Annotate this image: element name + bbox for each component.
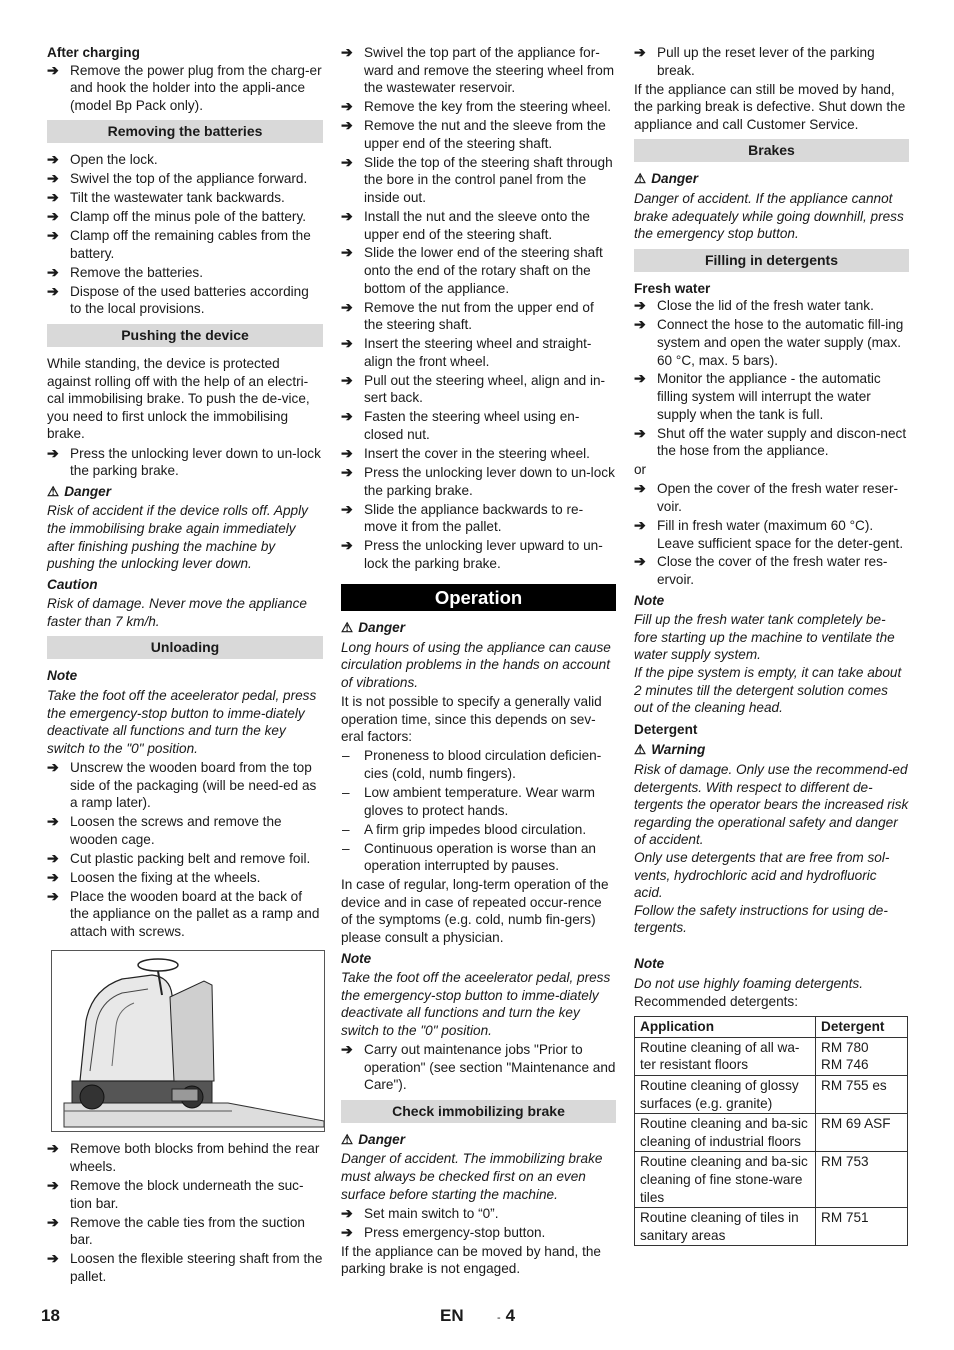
list-item: ➔ Open the lock. — [47, 151, 158, 168]
language-code: EN — [440, 1306, 464, 1325]
warning-heading: ⚠ Warning — [634, 742, 706, 758]
arrow-right-icon: ➔ — [341, 537, 353, 554]
pushing-steps — [47, 445, 323, 480]
operation-intro: It is not possible to specify a generally valid operation time, since this depends on sev-eral factors: — [341, 694, 602, 745]
arrow-right-icon: ➔ — [341, 1223, 353, 1240]
arrow-right-icon: ➔ — [47, 758, 59, 775]
arrow-right-icon: ➔ — [47, 1140, 59, 1157]
warning-triangle-icon: ⚠ — [634, 171, 647, 187]
table-row — [635, 1152, 908, 1208]
table-header-detergent: Detergent — [816, 1017, 908, 1038]
table-row — [635, 1037, 908, 1075]
list-item: ➔ Fill in fresh water (maximum 60 °C). Leave sufficient space for the deter-gent. — [634, 516, 904, 551]
arrow-right-icon: ➔ — [47, 282, 59, 299]
column-1 — [47, 44, 323, 1287]
list-item: ➔ Slide the lower end of the steering shaft onto the end of the rotary shaft on the bottom of the appliance. — [341, 244, 603, 296]
list-item: ➔ Slide the top of the steering shaft through the bore in the control panel from the inside out. — [341, 153, 613, 205]
operation-note-text: Take the foot off the aceelerator pedal, press the emergency-stop button to imme-diately deactivate all functions and turn the key switch to the "0" position. — [341, 970, 611, 1038]
arrow-right-icon: ➔ — [47, 1213, 59, 1230]
note-heading: Note — [47, 668, 78, 684]
arrow-right-icon: ➔ — [634, 424, 646, 441]
warning-triangle-icon: ⚠ — [341, 620, 354, 636]
list-item: ➔ Tilt the wastewater tank backwards. — [47, 189, 285, 206]
list-item: ➔ Remove the cable ties from the suction bar. — [47, 1213, 305, 1248]
check-brake-heading: Check immobilizing brake — [341, 1100, 616, 1123]
list-item: ➔ Remove the block underneath the suc-tion bar. — [47, 1177, 304, 1211]
list-item: ➔ Remove the power plug from the charg-er and hook the holder into the appli-ance (model Bp Pack only). — [47, 61, 322, 113]
warning-text-1: Risk of damage. Only use the recommend-ed detergents. With respect to different de-tergents the operator bears the increased risk regarding the operational safety and danger of accident. — [634, 762, 909, 848]
filling-note-text-1: Fill up the fresh water tank completely be-fore starting up the machine to ventilate the water supply system. — [634, 612, 895, 663]
operation-danger-text: Long hours of using the appliance can cause circulation problems in the hands on account of vibrations. — [341, 639, 611, 691]
detergent-table — [634, 1016, 908, 1246]
arrow-right-icon: ➔ — [47, 227, 59, 244]
list-item: ➔ Loosen the screws and remove the wooden cage. — [47, 813, 282, 847]
list-item: ➔ Install the nut and the sleeve onto the upper end of the steering shaft. — [341, 207, 590, 242]
arrow-right-icon: ➔ — [47, 868, 59, 885]
check-danger-text: Danger of accident. The immobilizing brake must always be checked first on an even surface before starting the machine. — [341, 1151, 603, 1202]
list-item: ➔ Clamp off the remaining cables from the battery. — [47, 227, 311, 261]
arrow-right-icon: ➔ — [341, 153, 353, 170]
list-item: ➔ Monitor the appliance - the automatic filling system will interrupt the water supply when the tank is full. — [634, 370, 881, 422]
fresh-water-steps-2 — [634, 480, 909, 588]
list-item: ➔ Close the cover of the fresh water res-ervoir. — [634, 553, 888, 588]
operation-heading: Operation — [341, 584, 616, 611]
machine-on-pallet-illustration — [51, 950, 325, 1132]
operation-factors — [341, 747, 616, 874]
list-item: – Continuous operation is worse than an operation interrupted by pauses. — [342, 840, 596, 874]
list-item: ➔ Remove both blocks from behind the rear wheels. — [47, 1140, 320, 1175]
pushing-intro: While standing, the device is protected against rolling off with the help of an electri-cal immobilising brake. To push the de-vice, you need to first unlock the immobilising brake. — [47, 356, 310, 442]
list-item: – A firm grip impedes blood circulation. — [342, 821, 587, 837]
warning-triangle-icon: ⚠ — [634, 742, 647, 758]
arrow-right-icon: ➔ — [47, 887, 59, 904]
table-cell-detergent: RM 69 ASF — [816, 1114, 908, 1152]
list-item: – Low ambient temperature. Wear warm gloves to protect hands. — [342, 785, 595, 818]
brakes-heading: Brakes — [634, 139, 909, 162]
pushing-caution-text: Risk of damage. Never move the appliance faster than 7 km/h. — [47, 596, 307, 629]
arrow-right-icon: ➔ — [341, 207, 353, 224]
reset-lever-steps — [634, 44, 909, 79]
list-item: ➔ Carry out maintenance jobs "Prior to operation" (see section "Maintenance and Care"). — [341, 1041, 616, 1093]
table-cell-detergent: RM 753 — [816, 1152, 908, 1208]
note-heading: Note — [634, 592, 665, 608]
arrow-right-icon: ➔ — [47, 189, 59, 206]
arrow-right-icon: ➔ — [634, 480, 646, 497]
filling-note-text-2: If the pipe system is empty, it can take about 2 minutes till the detergent solution comes out of the cleaning head. — [634, 665, 902, 716]
list-item: ➔ Swivel the top part of the appliance for-ward and remove the steering wheel from the wastewater reservoir. — [341, 44, 615, 96]
pushing-danger-text: Risk of accident if the device rolls off. Apply the immobilising brake again immediately after finishing pushing the machine by pushing the unlocking lever down. — [47, 503, 308, 572]
after-charging-steps — [47, 62, 323, 115]
scrubber-machine-drawing — [52, 951, 324, 1131]
list-item: ➔ Fasten the steering wheel using en-closed nut. — [341, 408, 580, 442]
arrow-right-icon: ➔ — [47, 170, 59, 187]
recommended-detergents-text: Recommended detergents: — [634, 993, 798, 1009]
warning-text-2: Only use detergents that are free from sol-vents, hydrochloric acid and hydrofluoric acid. — [634, 849, 890, 901]
list-item: ➔ Pull out the steering wheel, align and in-sert back. — [341, 371, 606, 406]
list-item: ➔ Close the lid of the fresh water tank. — [634, 297, 874, 314]
table-cell-detergent: RM 751 — [816, 1208, 908, 1246]
table-row — [635, 1114, 908, 1152]
list-item: ➔ Loosen the flexible steering shaft from the pallet. — [47, 1250, 323, 1284]
list-item: ➔ Press the unlocking lever down to un-lock the parking brake. — [341, 463, 615, 498]
unloading-steps-2 — [47, 1140, 323, 1285]
list-item: ➔ Connect the hose to the automatic fill-ing system and open the water supply (max. 60 °C, max. 5 bars). — [634, 316, 904, 368]
arrow-right-icon: ➔ — [47, 813, 59, 830]
table-header-row — [635, 1017, 908, 1038]
danger-heading: ⚠ Danger — [341, 1131, 406, 1147]
arrow-right-icon: ➔ — [47, 263, 59, 280]
arrow-right-icon: ➔ — [634, 297, 646, 314]
table-cell-application: Routine cleaning and ba-sic cleaning of fine stone-ware tiles — [635, 1152, 816, 1208]
list-item: ➔ Set main switch to “0”. — [341, 1204, 499, 1221]
danger-heading: ⚠ Danger — [47, 483, 112, 499]
arrow-right-icon: ➔ — [47, 151, 59, 168]
arrow-right-icon: ➔ — [341, 1041, 353, 1058]
list-item: ➔ Swivel the top of the appliance forward. — [47, 170, 308, 187]
arrow-right-icon: ➔ — [634, 44, 646, 60]
warning-triangle-icon: ⚠ — [47, 483, 60, 499]
table-cell-application: Routine cleaning of tiles in sanitary areas — [635, 1208, 816, 1246]
table-row — [635, 1076, 908, 1114]
list-item: ➔ Slide the appliance backwards to re-move it from the pallet. — [341, 500, 584, 535]
sub-page-number: - 4 — [497, 1306, 516, 1325]
list-item: ➔ Press the unlocking lever down to un-lock the parking brake. — [47, 444, 321, 479]
arrow-right-icon: ➔ — [341, 444, 353, 461]
caution-heading: Caution — [47, 576, 98, 592]
column-2 — [341, 44, 616, 1279]
arrow-right-icon: ➔ — [634, 516, 646, 533]
detergent-heading: Detergent — [634, 721, 698, 737]
list-item: ➔ Shut off the water supply and discon-nect the hose from the appliance. — [634, 424, 907, 459]
arrow-right-icon: ➔ — [47, 849, 59, 866]
arrow-right-icon: ➔ — [634, 316, 646, 333]
warning-triangle-icon: ⚠ — [341, 1131, 354, 1147]
foaming-note-text: Do not use highly foaming detergents. — [634, 976, 863, 992]
operation-advice: In case of regular, long-term operation of the device and in case of repeated occur-rence of the symptoms (e.g. cold, numb fin-gers) please consult a physician. — [341, 877, 609, 945]
after-charging-heading: After charging — [47, 45, 140, 60]
unloading-note-text: Take the foot off the aceelerator pedal, press the emergency-stop button to imme-diately deactivate all functions and turn the key switch to the "0" position. — [47, 688, 317, 756]
list-item: ➔ Remove the batteries. — [47, 263, 203, 280]
table-cell-detergent: RM 780 RM 746 — [816, 1037, 908, 1075]
table-row — [635, 1208, 908, 1246]
removing-batteries-steps — [47, 151, 323, 318]
list-item: ➔ Remove the key from the steering wheel. — [341, 98, 612, 115]
list-item: ➔ Cut plastic packing belt and remove foil. — [47, 849, 311, 866]
table-cell-application: Routine cleaning of all wa-ter resistant floors — [635, 1037, 816, 1075]
arrow-right-icon: ➔ — [341, 335, 353, 352]
unloading-heading: Unloading — [47, 636, 323, 659]
removing-batteries-heading: Removing the batteries — [47, 120, 323, 143]
or-text: or — [634, 462, 647, 478]
arrow-right-icon: ➔ — [341, 500, 353, 517]
fresh-water-steps — [634, 297, 909, 460]
list-item: ➔ Dispose of the used batteries according to the local provisions. — [47, 282, 309, 317]
arrow-right-icon: ➔ — [634, 553, 646, 570]
arrow-right-icon: ➔ — [341, 244, 353, 261]
page-number: 18 — [41, 1306, 60, 1325]
arrow-right-icon: ➔ — [341, 408, 353, 425]
arrow-right-icon: ➔ — [634, 370, 646, 387]
arrow-right-icon: ➔ — [47, 208, 59, 225]
arrow-right-icon: ➔ — [341, 463, 353, 480]
arrow-right-icon: ➔ — [47, 1177, 59, 1194]
list-item: ➔ Press emergency-stop button. — [341, 1223, 546, 1240]
list-item: ➔ Place the wooden board at the back of the appliance on the pallet as a ramp and attach with screws. — [47, 887, 320, 939]
arrow-right-icon: ➔ — [341, 298, 353, 315]
list-item: ➔ Remove the nut from the upper end of the steering shaft. — [341, 298, 594, 333]
list-item: ➔ Pull up the reset lever of the parking break. — [634, 44, 875, 78]
danger-heading: ⚠ Danger — [341, 620, 406, 636]
arrow-right-icon: ➔ — [47, 1250, 59, 1267]
note-heading: Note — [634, 956, 665, 972]
list-item: ➔ Clamp off the minus pole of the battery. — [47, 208, 307, 225]
parking-break-text: If the appliance can still be moved by hand, the parking break is defective. Shut down the appliance and call Customer Service. — [634, 81, 906, 132]
check-steps — [341, 1205, 616, 1242]
list-item: ➔ Press the unlocking lever upward to un-lock the parking brake. — [341, 537, 603, 571]
table-cell-detergent: RM 755 es — [816, 1076, 908, 1114]
arrow-right-icon: ➔ — [341, 98, 353, 115]
list-item: ➔ Remove the nut and the sleeve from the upper end of the steering shaft. — [341, 117, 606, 151]
fresh-water-heading: Fresh water — [634, 280, 711, 296]
arrow-right-icon: ➔ — [341, 371, 353, 388]
list-item: ➔ Unscrew the wooden board from the top side of the packaging (will be need-ed as a ramp later). — [47, 758, 317, 811]
unloading-steps — [47, 759, 323, 941]
steering-steps — [341, 44, 616, 572]
danger-heading: ⚠ Danger — [634, 171, 699, 187]
arrow-right-icon: ➔ — [341, 44, 353, 60]
table-cell-application: Routine cleaning of glossy surfaces (e.g. granite) — [635, 1076, 816, 1114]
arrow-right-icon: ➔ — [47, 444, 59, 461]
filling-detergents-heading: Filling in detergents — [634, 249, 909, 272]
column-3 — [634, 44, 909, 1246]
brakes-danger-text: Danger of accident. If the appliance cannot brake adequately while going downhill, press the emergency stop button. — [634, 190, 904, 242]
list-item: ➔ Open the cover of the fresh water reser-voir. — [634, 480, 899, 514]
list-item: ➔ Insert the cover in the steering wheel. — [341, 444, 590, 461]
table-cell-application: Routine cleaning and ba-sic cleaning of industrial floors — [635, 1114, 816, 1152]
list-item: ➔ Loosen the fixing at the wheels. — [47, 868, 261, 885]
arrow-right-icon: ➔ — [341, 1204, 353, 1221]
arrow-right-icon: ➔ — [47, 61, 59, 78]
table-header-application: Application — [635, 1017, 816, 1038]
check-outro: If the appliance can be moved by hand, the parking brake is not engaged. — [341, 1243, 601, 1277]
arrow-right-icon: ➔ — [341, 117, 353, 134]
warning-text-3: Follow the safety instructions for using de-tergents. — [634, 902, 888, 936]
pushing-device-heading: Pushing the device — [47, 324, 323, 347]
operation-steps — [341, 1041, 616, 1094]
list-item: – Proneness to blood circulation deficien-cies (cold, numb fingers). — [342, 748, 602, 782]
note-heading: Note — [341, 950, 372, 966]
list-item: ➔ Insert the steering wheel and straight-align the front wheel. — [341, 335, 592, 369]
